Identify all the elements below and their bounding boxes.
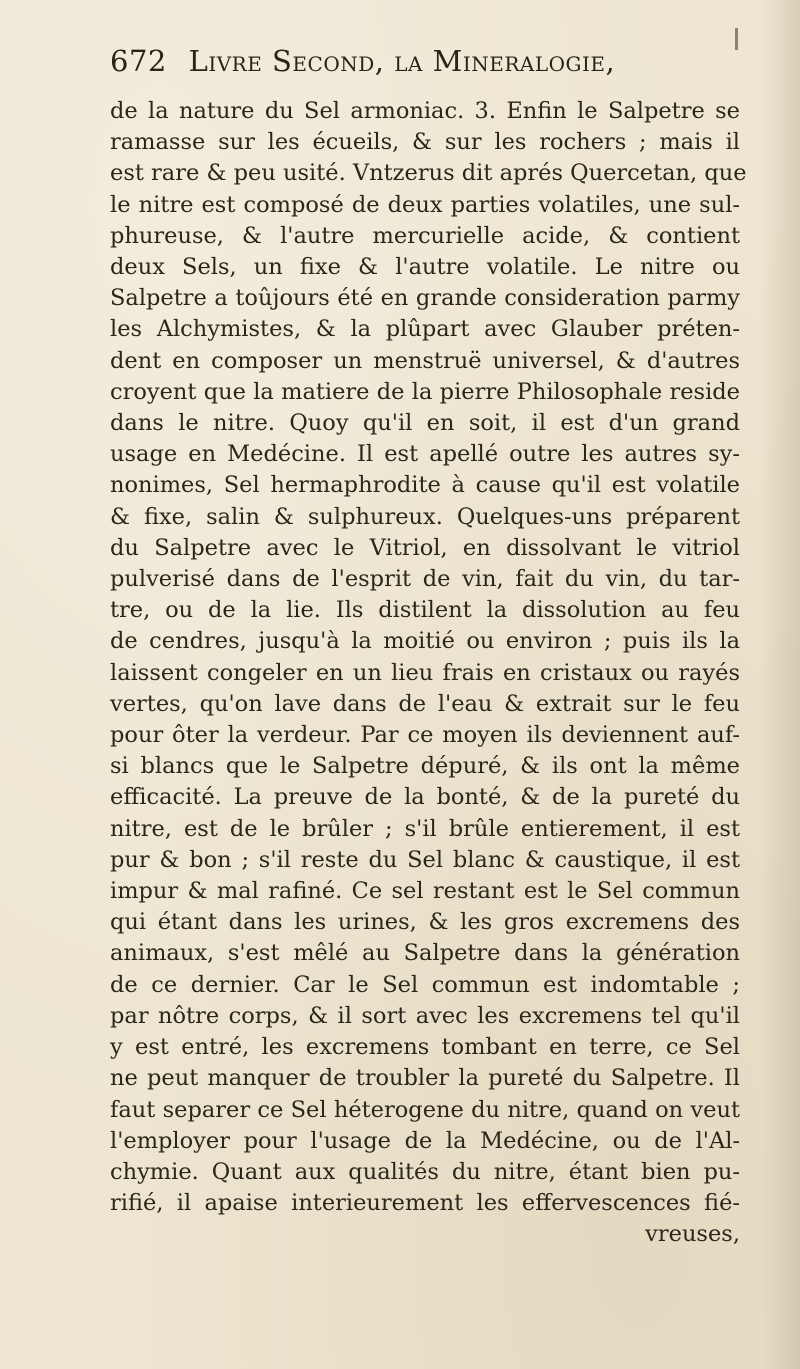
text-line: du Salpetre avec le Vitriol, en dissolvant le vitriol	[110, 534, 740, 561]
text-line: ne peut manquer de troubler la pureté du Salpetre. Il	[110, 1065, 740, 1092]
text-line: pur & bon ; s'il reste du Sel blanc & caustique, il est	[110, 846, 740, 873]
text-line: faut separer ce Sel héterogene du nitre, quand on veut	[110, 1096, 740, 1123]
text-line: deux Sels, un fixe & l'autre volatile. Le nitre ou	[110, 254, 740, 281]
text-line: nitre, est de le brûler ; s'il brûle entierement, il est	[110, 815, 740, 842]
text-line: si blancs que le Salpetre dépuré, & ils ont la même	[110, 753, 740, 780]
running-title: Livre Second, la Mineralogie,	[188, 44, 616, 78]
text-line: Salpetre a toûjours été en grande consideration parmy	[110, 285, 740, 312]
text-line: ramasse sur les écueils, & sur les rochers ; mais il	[110, 129, 740, 156]
text-line: & fixe, salin & sulphureux. Quelques-uns préparent	[110, 503, 740, 530]
text-line: rifié, il apaise interieurement les effervescences fié-	[110, 1190, 740, 1217]
text-line: de ce dernier. Car le Sel commun est indomtable ;	[110, 971, 740, 998]
page-edge-shadow	[760, 0, 800, 1369]
text-line: vertes, qu'on lave dans de l'eau & extrait sur le feu	[110, 690, 740, 717]
text-line: animaux, s'est mêlé au Salpetre dans la génération	[110, 940, 740, 967]
text-line: de la nature du Sel armoniac. 3. Enfin le Salpetre se	[110, 98, 740, 124]
text-line: est rare & peu usité. Vntzerus dit aprés Quercetan, que	[110, 160, 747, 187]
page-number: 672	[110, 44, 167, 78]
text-line: efficacité. La preuve de la bonté, & de la pureté du	[110, 784, 740, 811]
text-line: par nôtre corps, & il sort avec les excremens tel qu'il	[110, 1002, 740, 1029]
text-line: phureuse, & l'autre mercurielle acide, & contient	[110, 222, 740, 249]
text-line: chymie. Quant aux qualités du nitre, étant bien pu-	[110, 1158, 740, 1185]
catchword: vreuses,	[645, 1221, 740, 1248]
text-line: croyent que la matiere de la pierre Philosophale reside	[110, 378, 740, 405]
text-line: pulverisé dans de l'esprit de vin, fait du vin, du tar-	[110, 566, 740, 593]
body-text	[110, 96, 747, 1251]
text-line: dans le nitre. Quoy qu'il en soit, il est d'un grand	[110, 410, 740, 437]
ink-mark	[735, 28, 738, 50]
text-line: tre, ou de la lie. Ils distilent la dissolution au feu	[110, 597, 740, 624]
text-line: l'employer pour l'usage de la Medécine, ou de l'Al-	[110, 1127, 740, 1154]
text-line: le nitre est composé de deux parties volatiles, une sul-	[110, 191, 740, 218]
text-line: usage en Medécine. Il est apellé outre les autres sy-	[110, 441, 740, 468]
text-line: dent en composer un menstruë universel, & d'autres	[110, 347, 740, 374]
text-line: impur & mal rafiné. Ce sel restant est le Sel commun	[110, 878, 740, 905]
text-line: pour ôter la verdeur. Par ce moyen ils deviennent auf-	[110, 722, 740, 749]
running-header	[110, 44, 710, 78]
text-line: qui étant dans les urines, & les gros excremens des	[110, 909, 740, 936]
text-line: y est entré, les excremens tombant en terre, ce Sel	[110, 1034, 740, 1061]
text-line: de cendres, jusqu'à la moitié ou environ ; puis ils la	[110, 628, 740, 655]
text-line: laissent congeler en un lieu frais en cristaux ou rayés	[110, 659, 740, 686]
text-line: nonimes, Sel hermaphrodite à cause qu'il est volatile	[110, 472, 740, 499]
text-line: les Alchymistes, & la plûpart avec Glauber préten-	[110, 316, 740, 343]
